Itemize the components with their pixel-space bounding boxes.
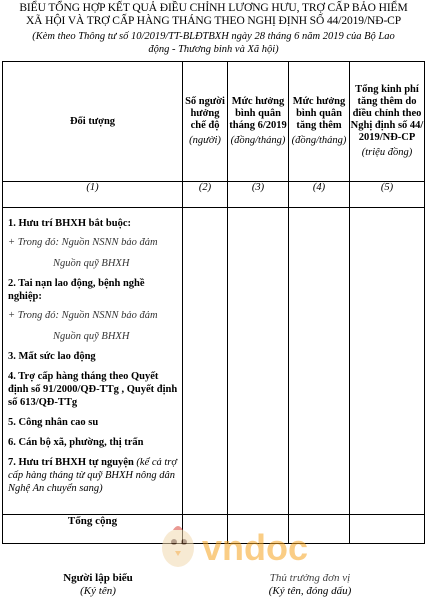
title-line-1: BIỂU TỔNG HỢP KẾT QUẢ ĐIỀU CHỈNH LƯƠNG HƯU, TRỢ CẤP BẢO HIỂM	[19, 2, 408, 14]
summary-table	[2, 61, 425, 544]
header-so-nguoi: Số người hưởng chế độ (người)	[183, 62, 228, 182]
list-item: 5. Công nhân cao su	[8, 417, 99, 428]
col-number-5: (5)	[350, 182, 425, 208]
header-tong-kinh-phi: Tổng kinh phí tăng thêm do điều chỉnh theo Nghị định số 44/ 2019/NĐ-CP (triệu đồng)	[350, 62, 425, 182]
list-item: 3. Mất sức lao động	[8, 351, 96, 362]
right-signature	[250, 572, 370, 598]
document-title	[0, 2, 427, 28]
list-item: 1. Hưu trí BHXH bắt buộc:	[8, 218, 131, 229]
list-item: 7. Hưu trí BHXH tự nguyện (kể cả trợ cấp hàng tháng từ quỹ BHXH nông dân Nghệ An chuyển sang)	[8, 457, 177, 494]
list-item: + Trong đó: Nguồn NSNN bảo đảm	[8, 310, 158, 321]
left-signature	[48, 572, 148, 598]
title-line-2: XÃ HỘI VÀ TRỢ CẤP HÀNG THÁNG THEO NGHỊ ĐỊNH SỐ 44/2019/NĐ-CP	[25, 15, 402, 27]
tong-kinh-phi-cell	[350, 208, 425, 515]
subtitle-line-1: (Kèm theo Thông tư số 10/2019/TT-BLĐTBXH ngày 28 tháng 6 năm 2019 của Bộ Lao	[32, 31, 395, 42]
header-doi-tuong: Đối tượng	[3, 62, 183, 182]
svg-text:vndoc: vndoc	[202, 527, 309, 568]
total-label: Tổng cộng	[3, 515, 183, 544]
list-item: 2. Tai nạn lao động, bệnh nghề nghiệp:	[8, 278, 145, 302]
header-tang-them: Mức hưởng bình quân tăng thêm (đồng/tháng)	[289, 62, 350, 182]
col-number-1: (1)	[3, 182, 183, 208]
column-number-row	[3, 182, 425, 208]
muc-huong-cell	[228, 208, 289, 515]
list-item: + Trong đó: Nguồn NSNN bảo đảm	[8, 237, 158, 248]
vndoc-logo-watermark	[150, 522, 320, 572]
subtitle-line-2: động - Thương binh và Xã hội)	[148, 44, 279, 55]
list-item: Nguồn quỹ BHXH	[53, 258, 130, 269]
so-nguoi-cell	[183, 208, 228, 515]
row-labels-cell	[3, 208, 183, 515]
header-muc-huong: Mức hưởng bình quân tháng 6/2019 (đồng/tháng)	[228, 62, 289, 182]
col-number-4: (4)	[289, 182, 350, 208]
list-item: 4. Trợ cấp hàng tháng theo Quyết định số 91/2000/QĐ-TTg , Quyết định số 613/QĐ-TTg	[8, 371, 178, 408]
signature-note-right: (Ký tên, đóng dấu)	[268, 585, 352, 597]
signature-note-left: (Ký tên)	[80, 585, 116, 597]
tang-them-cell	[289, 208, 350, 515]
list-item: 6. Cán bộ xã, phường, thị trấn	[8, 437, 144, 448]
signature-role-left: Người lập biểu	[63, 572, 133, 584]
header-row	[3, 62, 425, 182]
col-number-2: (2)	[183, 182, 228, 208]
list-item: Nguồn quỹ BHXH	[53, 331, 130, 342]
col-number-3: (3)	[228, 182, 289, 208]
signature-role-right: Thủ trưởng đơn vị	[269, 572, 351, 584]
data-rows	[3, 208, 425, 515]
document-subtitle	[0, 30, 427, 56]
